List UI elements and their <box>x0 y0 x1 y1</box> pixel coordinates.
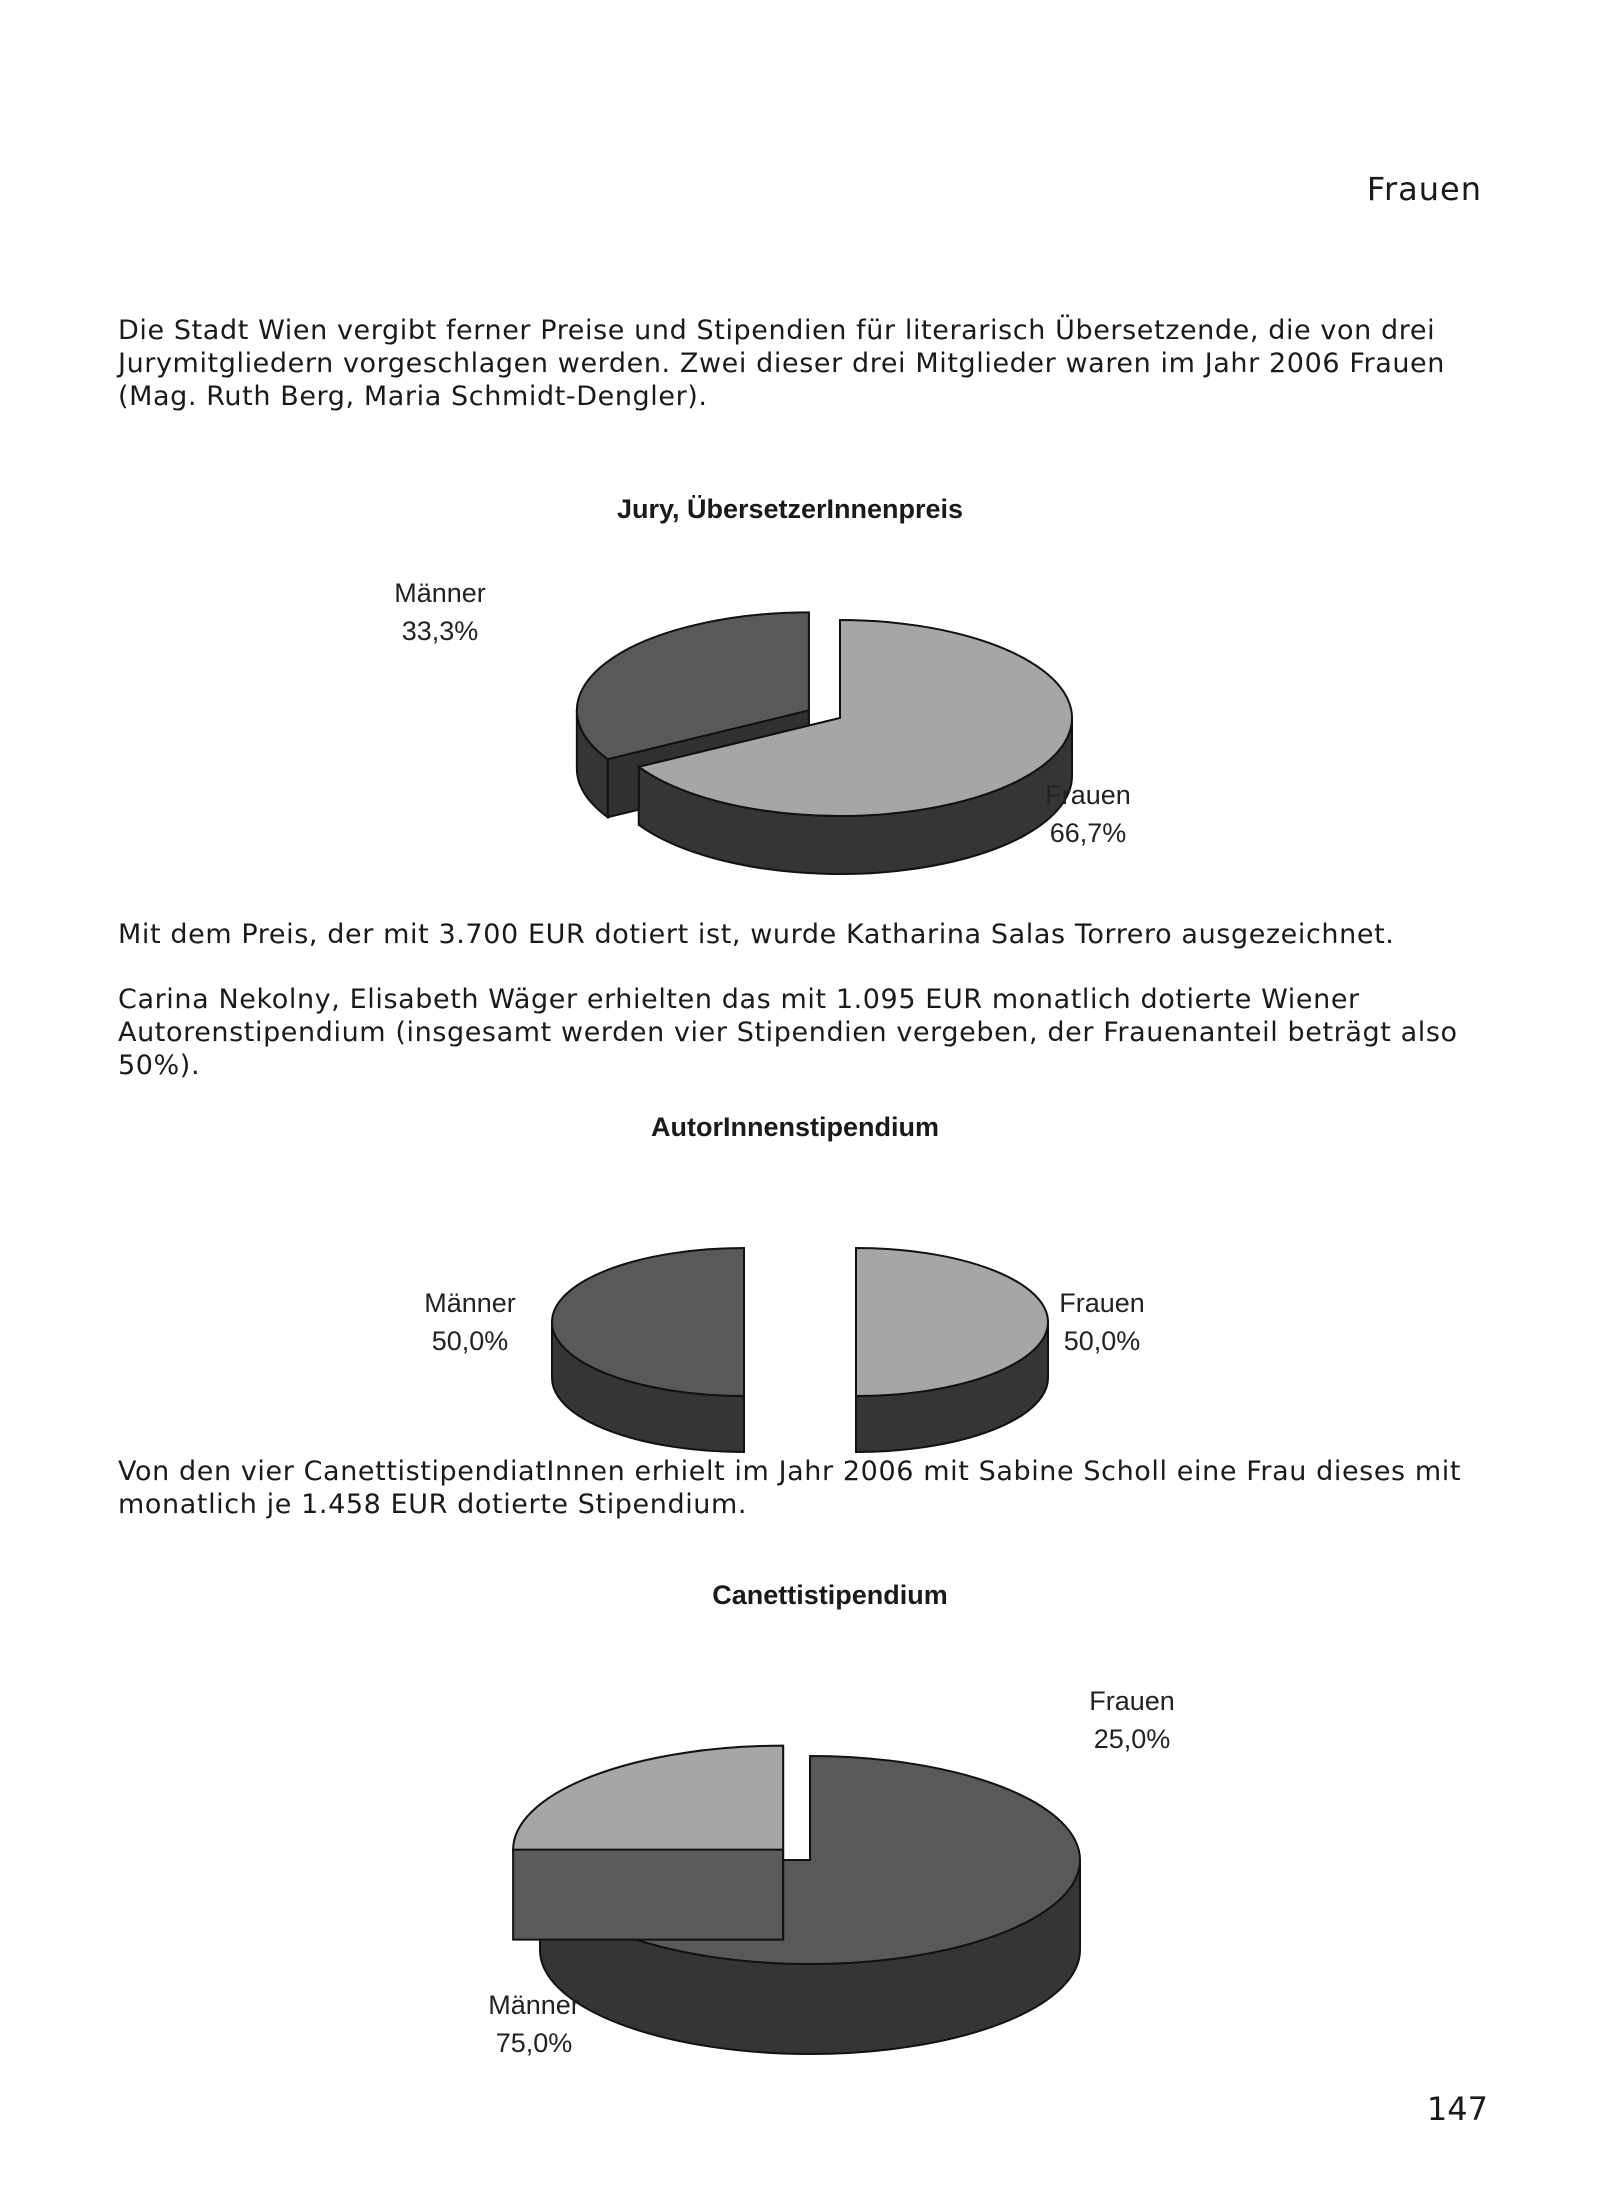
slice-label-name: Männer <box>488 1990 580 2020</box>
pie-slice-frauen <box>513 1746 783 1940</box>
chart-title: Canettistipendium <box>712 1580 948 1610</box>
slice-label-value: 25,0% <box>1093 1724 1171 1754</box>
slice-label-value: 33,3% <box>401 616 479 646</box>
slice-label-value: 75,0% <box>495 2028 573 2058</box>
chart-title: Jury, ÜbersetzerInnenpreis <box>616 494 964 524</box>
slice-label-value: 50,0% <box>1063 1326 1141 1356</box>
slice-label-name: Männer <box>394 578 486 608</box>
paragraph-jury: Die Stadt Wien vergibt ferner Preise und Stipendien für literarisch Übersetzende, die von drei Jurymitgliedern vorgeschlagen werden. Zwei dieser drei Mitglieder waren im Jahr 2006 Frauen (Mag. Ruth Berg, Maria Schmidt-Dengler). <box>118 315 1445 412</box>
slice-label-value: 66,7% <box>1049 818 1127 848</box>
slice-label-maenner <box>464 1986 604 2062</box>
slice-label-name: Frauen <box>1059 1288 1145 1318</box>
page-number: 147 <box>1426 2090 1488 2128</box>
slice-label-name: Frauen <box>1089 1686 1175 1716</box>
slice-label-name: Frauen <box>1045 780 1131 810</box>
slice-label-frauen <box>1062 1682 1202 1758</box>
chart-title: AutorInnenstipendium <box>651 1112 939 1142</box>
paragraph-preis: Mit dem Preis, der mit 3.700 EUR dotiert ist, wurde Katharina Salas Torrero ausgezeichnet. <box>118 919 1395 950</box>
slice-label-value: 50,0% <box>431 1326 509 1356</box>
paragraph-autorenstipendium: Carina Nekolny, Elisabeth Wäger erhielten das mit 1.095 EUR monatlich dotierte Wiener Autorenstipendium (insgesamt werden vier Stipendien vergeben, der Frauenanteil beträgt also 50%). <box>118 984 1458 1081</box>
section-header: Frauen <box>1366 170 1482 208</box>
slice-label-name: Männer <box>424 1288 516 1318</box>
paragraph-canetti: Von den vier CanettistipendiatInnen erhielt im Jahr 2006 mit Sabine Scholl eine Frau dieses mit monatlich je 1.458 EUR dotierte Stipendium. <box>118 1456 1462 1520</box>
